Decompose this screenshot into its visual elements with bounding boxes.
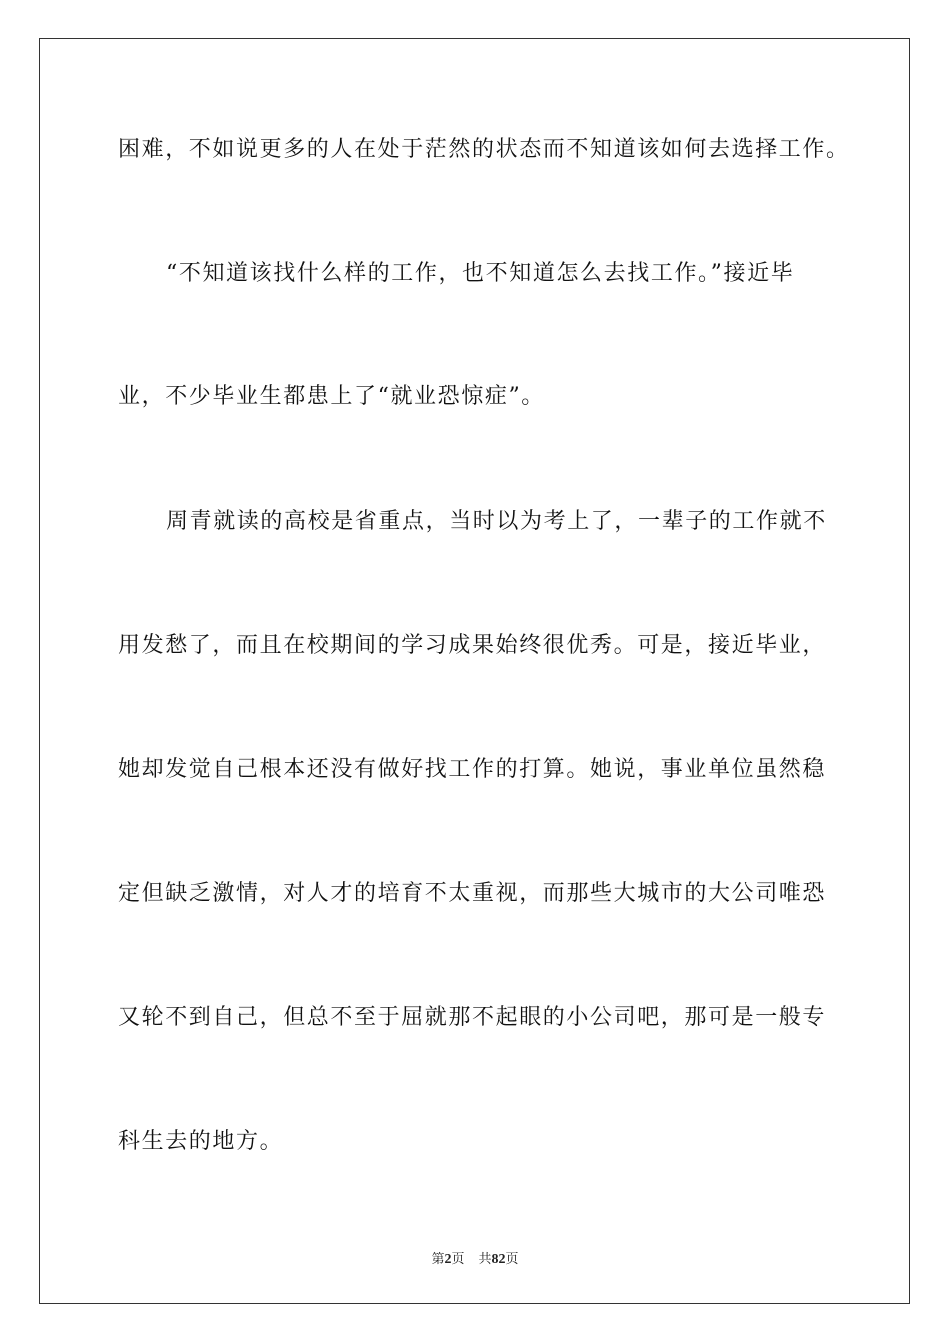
text-line: 业，不少毕业生都患上了“就业恐惊症”。 <box>118 384 545 409</box>
text-line: 用发愁了，而且在校期间的学习成果始终很优秀。可是，接近毕业， <box>118 633 827 658</box>
total-pages: 82 <box>491 1252 506 1267</box>
text-line: 科生去的地方。 <box>118 1129 284 1154</box>
text-line: 她却发觉自己根本还没有做好找工作的打算。她说，事业单位虽然稳 <box>118 757 827 782</box>
text-line: “不知道该找什么样的工作，也不知道怎么去找工作。”接近毕 <box>166 261 795 286</box>
text-line: 困难，不如说更多的人在处于茫然的状态而不知道该如何去选择工作。 <box>118 137 850 162</box>
total-suffix: 页 <box>505 1252 519 1267</box>
page-suffix: 页 <box>451 1252 465 1267</box>
text-line: 又轮不到自己，但总不至于屈就那不起眼的小公司吧，那可是一般专 <box>118 1005 827 1030</box>
page-number: 2 <box>444 1252 452 1267</box>
text-line: 周青就读的高校是省重点，当时以为考上了，一辈子的工作就不 <box>166 509 827 534</box>
page-footer <box>0 1248 950 1268</box>
page-prefix: 第 <box>431 1252 445 1267</box>
page-border <box>39 38 910 1304</box>
total-prefix: 共 <box>478 1252 492 1267</box>
text-line: 定但缺乏激情，对人才的培育不太重视，而那些大城市的大公司唯恐 <box>118 881 827 906</box>
